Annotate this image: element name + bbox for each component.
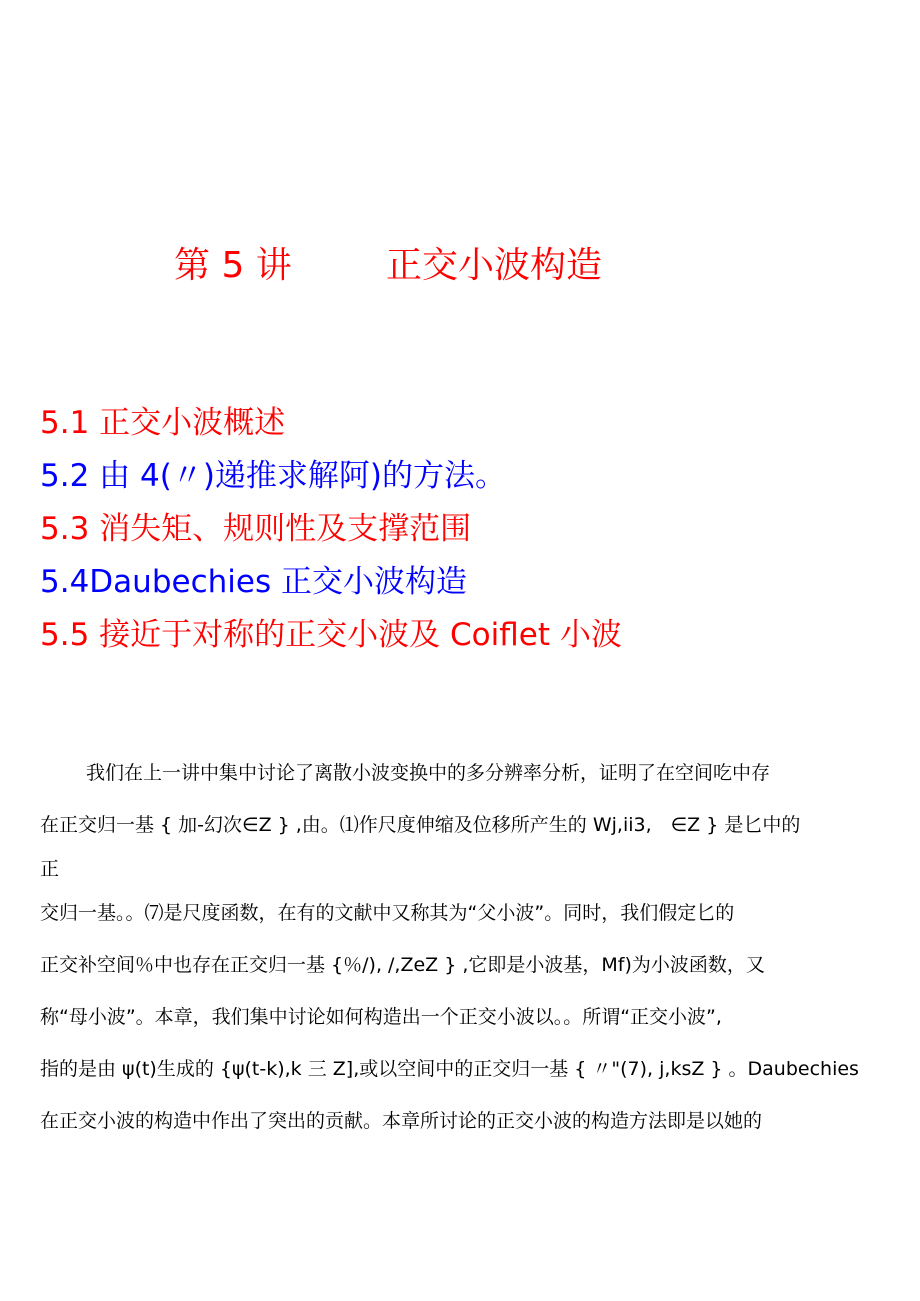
page-title: [0, 238, 920, 294]
table-of-contents: [40, 397, 622, 662]
paragraph-line: 正: [40, 858, 60, 880]
paragraph-line: 在正交小波的构造中作出了突出的贡献。本章所讨论的正交小波的构造方法即是以她的: [40, 1110, 763, 1132]
paragraph-line: 指的是由 ψ(t)生成的 {ψ(t-k),k 三 Z],或以空间中的正交归一基 { 〃"(7), j,ksZ } 。Daubechies: [40, 1058, 859, 1080]
paragraph-line: 正交补空间％中也存在正交归一基 {％/), /,ZeZ } ,它即是小波基，Mf)为小波函数，又: [40, 954, 765, 976]
toc-item-5-3: 5.3 消失矩、规则性及支撑范围: [40, 511, 472, 547]
paragraph-line: 交归一基。。⑺是尺度函数，在有的文献中又称其为“父小波”。同时，我们假定匕的: [40, 902, 735, 924]
paragraph-line: 称“母小波”。本章，我们集中讨论如何构造出一个正交小波以。。所谓“正交小波”,: [40, 1006, 722, 1028]
toc-item-5-2: 5.2 由 4(〃)递推求解阿)的方法。: [40, 458, 507, 494]
toc-item-5-4: 5.4Daubechies 正交小波构造: [40, 564, 467, 600]
toc-item-5-1: 5.1 正交小波概述: [40, 405, 286, 441]
chapter-title: 正交小波构造: [386, 245, 603, 286]
toc-item-5-5: 5.5 接近于对称的正交小波及 Coiflet 小波: [40, 617, 622, 653]
body-paragraph: [40, 760, 870, 1160]
chapter-label: 第 5 讲: [174, 245, 292, 286]
paragraph-line: 我们在上一讲中集中讨论了离散小波变换中的多分辨率分析，证明了在空间吃中存: [86, 762, 771, 784]
paragraph-line: 在正交归一基 { 加-幻次∈Z } ,由。⑴作尺度伸缩及位移所产生的 Wj,ii3, ∈Z } 是匕中的: [40, 814, 801, 836]
